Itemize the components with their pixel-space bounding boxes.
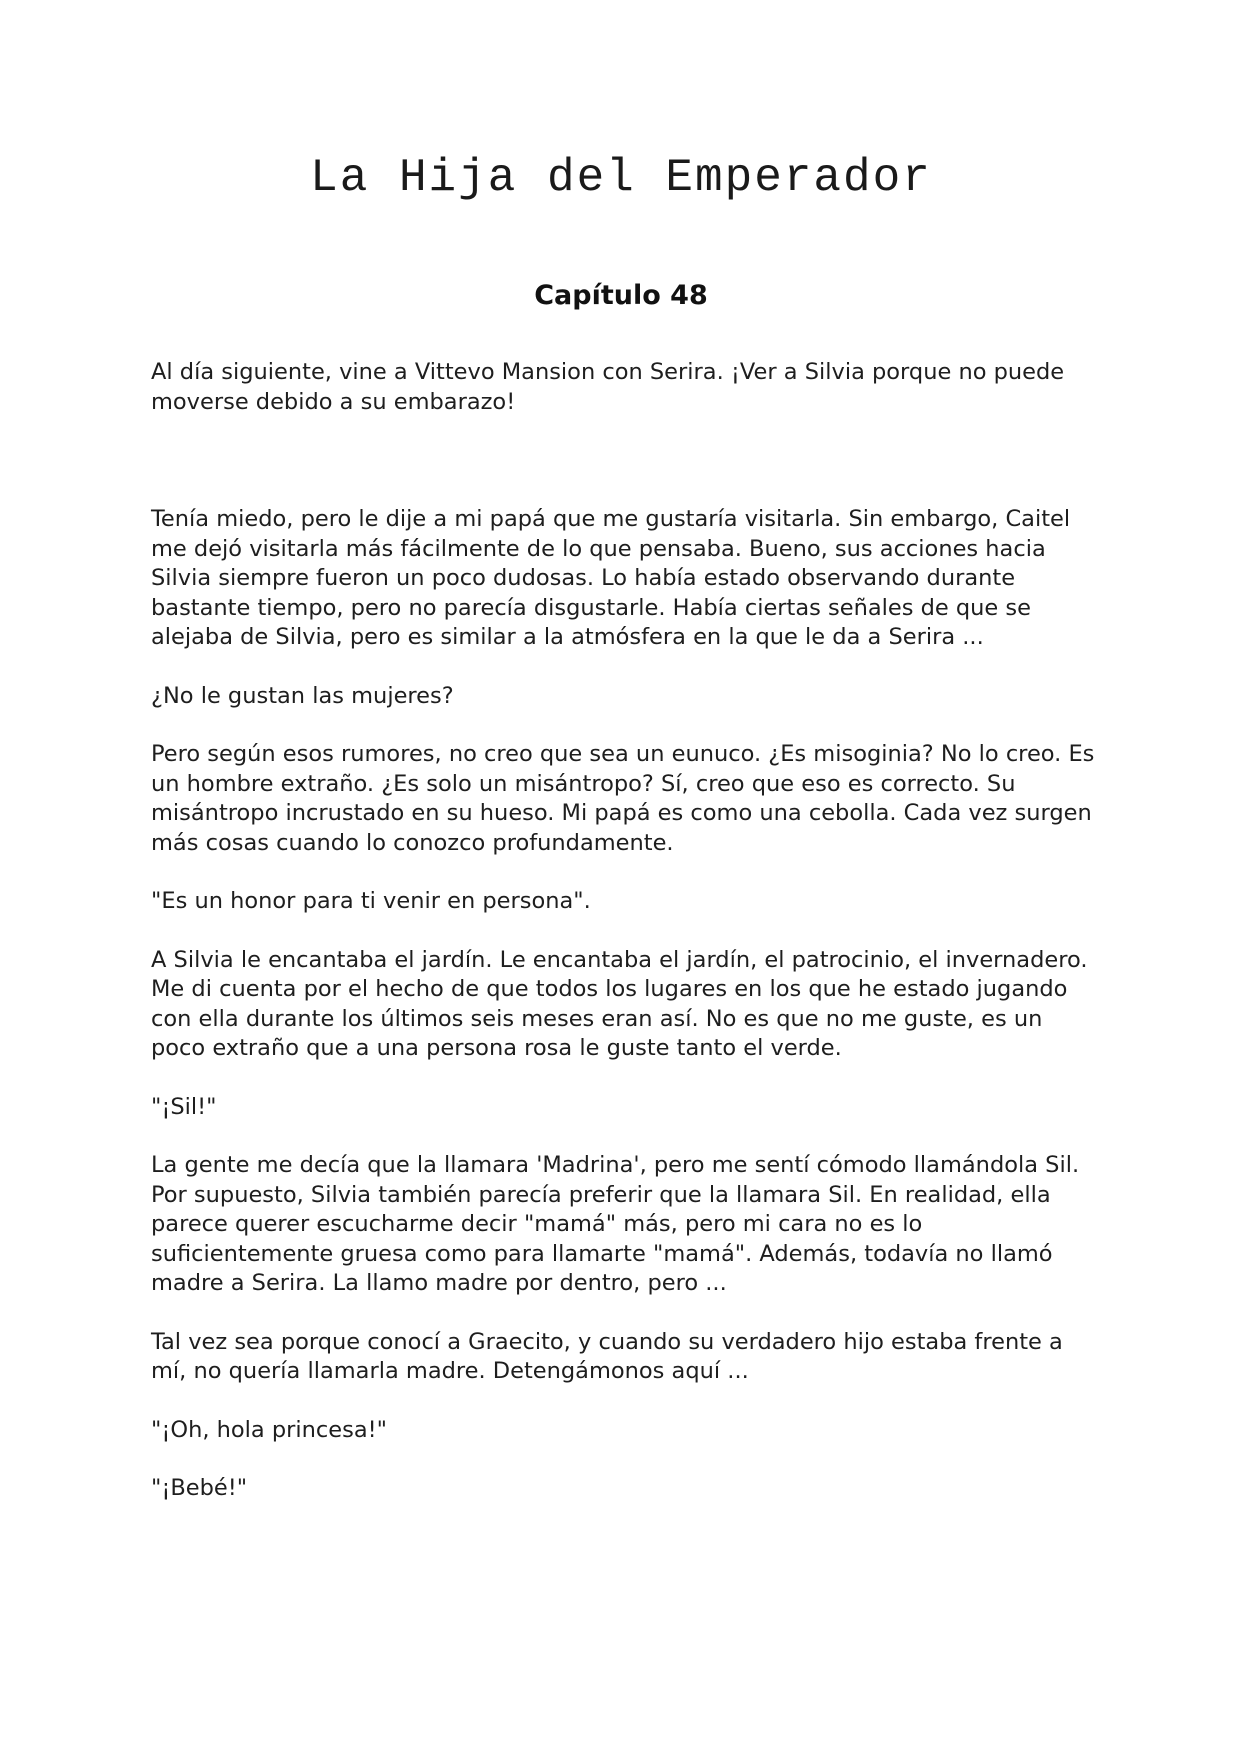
paragraph: "Es un honor para ti venir en persona".	[151, 888, 591, 914]
paragraph: "¡Bebé!"	[151, 1475, 248, 1501]
paragraph: Al día siguiente, vine a Vittevo Mansion con Serira. ¡Ver a Silvia porque no puede moverse debido a su embarazo!	[151, 359, 1065, 415]
paragraph: A Silvia le encantaba el jardín. Le encantaba el jardín, el patrocinio, el invernadero. Me di cuenta por el hecho de que todos los lugares en los que he estado jugando con ella durante los últimos seis meses eran así. No es que no me guste, es un poco extraño que a una persona rosa le guste tanto el verde.	[151, 946, 1088, 1061]
chapter-body	[151, 358, 1096, 1533]
paragraph: "¡Oh, hola princesa!"	[151, 1416, 387, 1443]
paragraph: Pero según esos rumores, no creo que sea un eunuco. ¿Es misoginia? No lo creo. Es un hombre extraño. ¿Es solo un misántropo? Sí, creo que eso es correcto. Su misántropo incrustado en su hueso. Mi papá es como una cebolla. Cada vez surgen más cosas cuando lo conozco profundamente.	[151, 741, 1095, 856]
paragraph: Tal vez sea porque conocí a Graecito, y cuando su verdadero hijo estaba frente a mí, no quería llamarla madre. Detengámonos aquí ...	[151, 1328, 1063, 1384]
paragraph: ¿No le gustan las mujeres?	[151, 682, 454, 709]
chapter-title: Capítulo 48	[534, 280, 708, 311]
paragraph: "¡Sil!"	[151, 1093, 217, 1120]
paragraph: La gente me decía que la llamara 'Madrina', pero me sentí cómodo llamándola Sil. Por supuesto, Silvia también parecía preferir que la llamara Sil. En realidad, ella parece querer escucharme decir "mamá" más, pero mi cara no es lo suficientemente gruesa como para llamarte "mamá". Además, todavía no llamó madre a Serira. La llamo madre por dentro, pero ...	[151, 1152, 1080, 1296]
paragraph: Tenía miedo, pero le dije a mi papá que me gustaría visitarla. Sin embargo, Caitel me dejó visitarla más fácilmente de lo que pensaba. Bueno, sus acciones hacia Silvia siempre fueron un poco dudosas. Lo había estado observando durante bastante tiempo, pero no parecía disgustarle. Había ciertas señales de que se alejaba de Silvia, pero es similar a la atmósfera en la que le da a Serira ...	[151, 506, 1071, 650]
book-title: La Hija del Emperador	[310, 152, 932, 204]
